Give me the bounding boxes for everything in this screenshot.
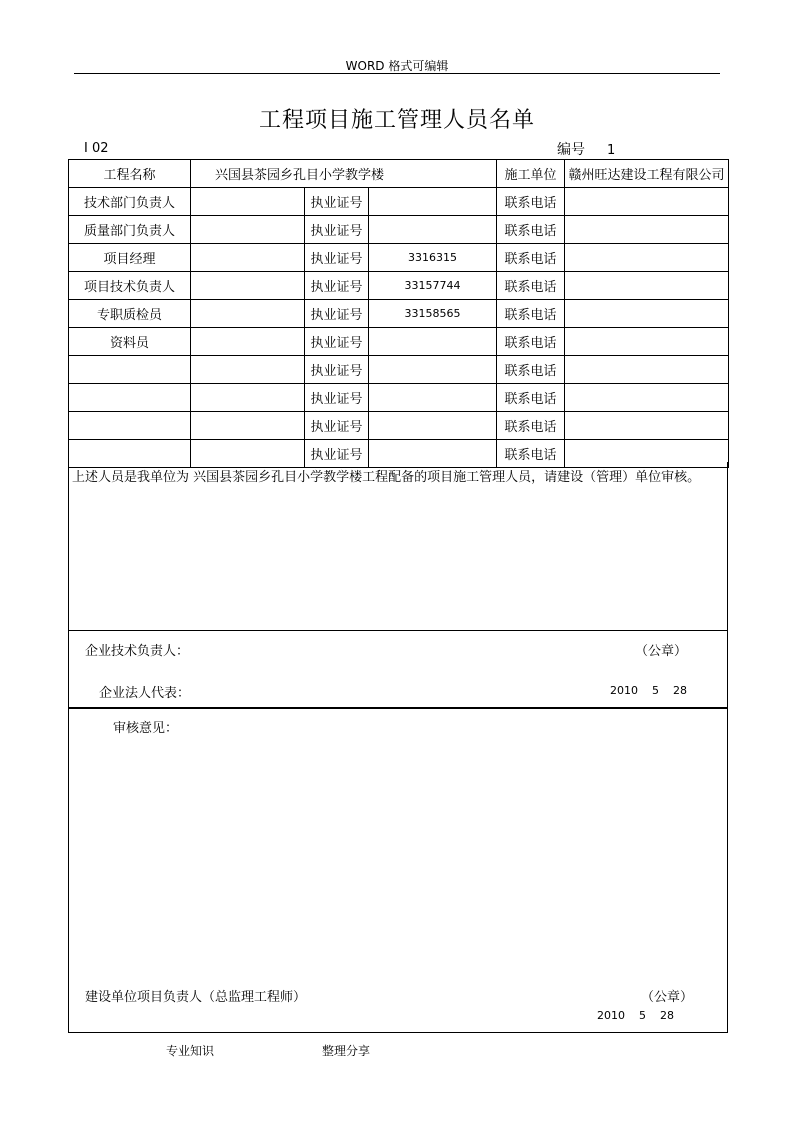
- form-number-label: 编号: [557, 142, 585, 158]
- phone-value: [565, 412, 729, 440]
- name-cell: [191, 244, 305, 272]
- phone-label: 联系电话: [497, 272, 565, 300]
- review-signer-label: 建设单位项目负责人（总监理工程师）: [85, 990, 307, 1005]
- license-label: 执业证号: [305, 300, 369, 328]
- table-row: [69, 216, 729, 244]
- license-label: 执业证号: [305, 356, 369, 384]
- license-label: 执业证号: [305, 216, 369, 244]
- table-row: [69, 244, 729, 272]
- license-label: 执业证号: [305, 384, 369, 412]
- enterprise-date: 2010 5 28: [610, 684, 687, 697]
- phone-label: 联系电话: [497, 328, 565, 356]
- role-cell: [69, 412, 191, 440]
- license-label: 执业证号: [305, 272, 369, 300]
- enterprise-signoff-section: [68, 630, 728, 709]
- name-cell: [191, 328, 305, 356]
- table-row: [69, 328, 729, 356]
- role-cell: 技术部门负责人: [69, 188, 191, 216]
- phone-value: [565, 272, 729, 300]
- license-value: 33158565: [369, 300, 497, 328]
- phone-value: [565, 328, 729, 356]
- name-cell: [191, 188, 305, 216]
- table-row: [69, 412, 729, 440]
- personnel-table-body: [69, 160, 729, 468]
- role-cell: [69, 356, 191, 384]
- name-cell: [191, 272, 305, 300]
- name-cell: [191, 300, 305, 328]
- phone-value: [565, 300, 729, 328]
- name-cell: [191, 216, 305, 244]
- license-value: [369, 328, 497, 356]
- name-cell: [191, 356, 305, 384]
- license-value: [369, 412, 497, 440]
- license-value: [369, 356, 497, 384]
- contractor-label: 施工单位: [497, 160, 565, 188]
- phone-value: [565, 384, 729, 412]
- license-value: [369, 384, 497, 412]
- project-name-value: 兴国县茶园乡孔目小学教学楼: [191, 160, 497, 188]
- table-row: [69, 188, 729, 216]
- phone-value: [565, 244, 729, 272]
- license-value: 33157744: [369, 272, 497, 300]
- role-cell: 专职质检员: [69, 300, 191, 328]
- phone-value: [565, 216, 729, 244]
- role-cell: 项目技术负责人: [69, 272, 191, 300]
- header-rule: [74, 73, 720, 74]
- phone-label: 联系电话: [497, 188, 565, 216]
- table-row: [69, 272, 729, 300]
- review-section: [68, 707, 728, 1033]
- name-cell: [191, 384, 305, 412]
- page-header: WORD 格式可编辑: [345, 59, 449, 73]
- license-label: 执业证号: [305, 188, 369, 216]
- form-number-value: 1: [607, 143, 616, 158]
- review-date: 2010 5 28: [597, 1009, 674, 1022]
- legal-rep-label: 企业法人代表：: [99, 686, 191, 701]
- license-label: 执业证号: [305, 328, 369, 356]
- phone-label: 联系电话: [497, 244, 565, 272]
- review-opinion-label: 审核意见：: [113, 721, 179, 736]
- project-name-label: 工程名称: [69, 160, 191, 188]
- enterprise-seal: （公章）: [635, 644, 688, 659]
- phone-value: [565, 356, 729, 384]
- license-value: [369, 188, 497, 216]
- phone-value: [565, 188, 729, 216]
- review-seal: （公章）: [641, 990, 694, 1005]
- role-cell: 项目经理: [69, 244, 191, 272]
- phone-label: 联系电话: [497, 412, 565, 440]
- license-label: 执业证号: [305, 412, 369, 440]
- form-number: [557, 139, 615, 159]
- role-cell: 资料员: [69, 328, 191, 356]
- phone-label: 联系电话: [497, 356, 565, 384]
- license-value: 3316315: [369, 244, 497, 272]
- footer-left: 专业知识: [166, 1044, 215, 1058]
- footer-right: 整理分享: [322, 1044, 371, 1058]
- phone-label: 联系电话: [497, 216, 565, 244]
- name-cell: [191, 412, 305, 440]
- phone-label: 联系电话: [497, 440, 565, 468]
- table-row: [69, 300, 729, 328]
- contractor-value: 赣州旺达建设工程有限公司: [565, 160, 729, 188]
- license-label: 执业证号: [305, 244, 369, 272]
- license-value: [369, 216, 497, 244]
- statement-section: [68, 462, 728, 631]
- project-row: [69, 160, 729, 188]
- personnel-table: [68, 159, 729, 468]
- license-label: 执业证号: [305, 440, 369, 468]
- form-code: I 02: [84, 141, 109, 156]
- document-title: 工程项目施工管理人员名单: [258, 108, 535, 133]
- phone-label: 联系电话: [497, 384, 565, 412]
- role-cell: [69, 384, 191, 412]
- table-row: [69, 384, 729, 412]
- tech-head-label: 企业技术负责人：: [85, 644, 190, 659]
- role-cell: 质量部门负责人: [69, 216, 191, 244]
- statement-text: 上述人员是我单位为 兴国县茶园乡孔目小学教学楼工程配备的项目施工管理人员，请建设（管理）单位审核。: [72, 470, 701, 485]
- table-row: [69, 356, 729, 384]
- phone-label: 联系电话: [497, 300, 565, 328]
